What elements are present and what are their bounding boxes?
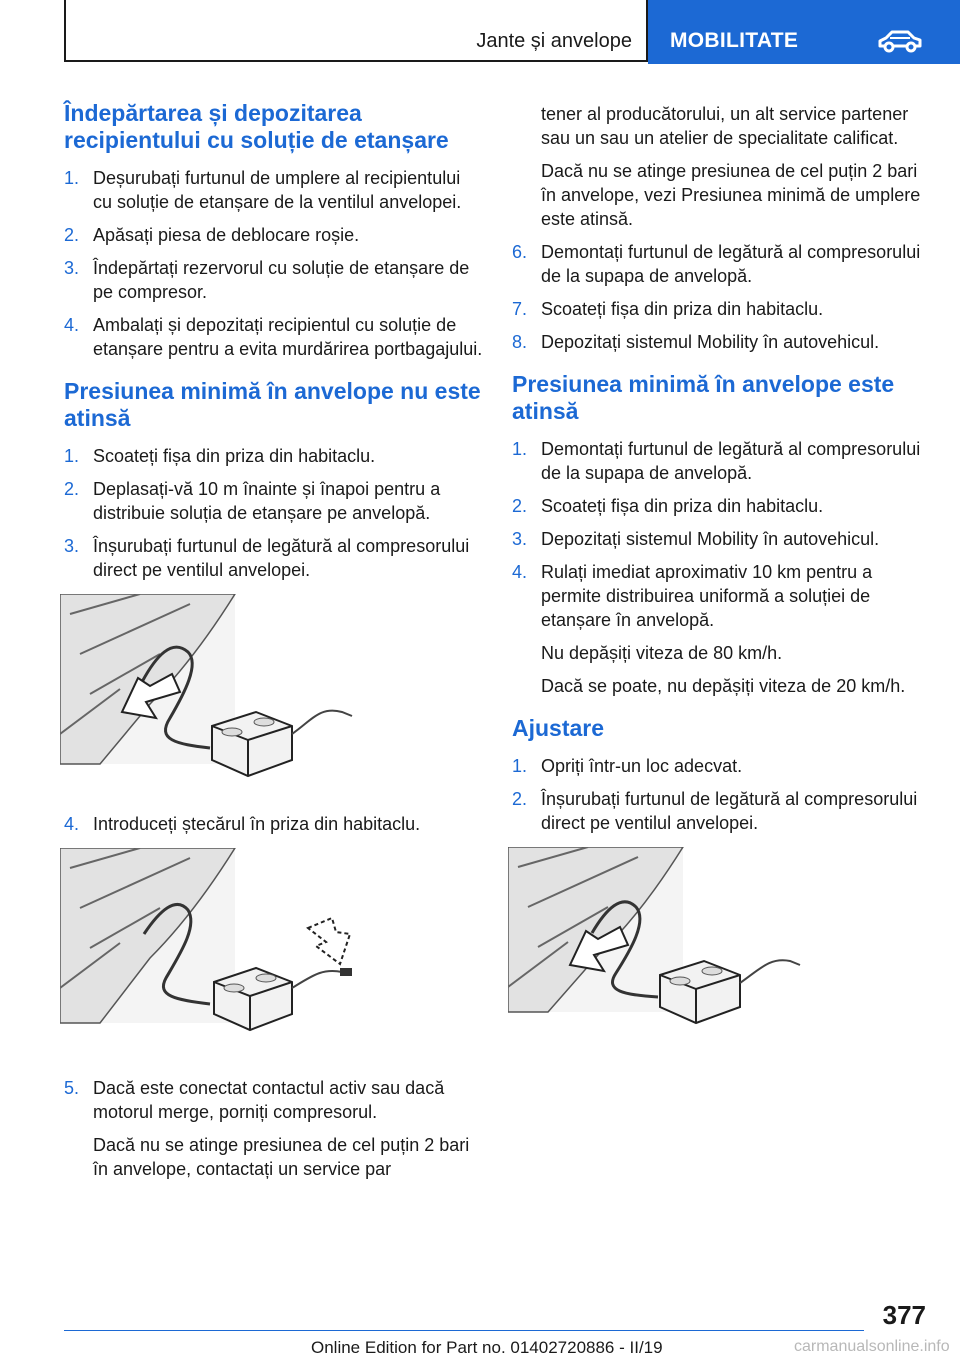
- pressure-note: Dacă nu se atinge presiunea de cel puțin 2 bari în anvelope, vezi Presiunea minimă de umplere este atinsă.: [541, 161, 921, 229]
- steps-adjustment: [512, 754, 932, 835]
- page-number: 377: [882, 1300, 926, 1330]
- heading-pressure-not-reached: Presiunea minimă în anvelope nu este atinsă: [64, 378, 481, 431]
- adjustment-compressor-illustration: [508, 847, 808, 1037]
- section-tab: [64, 0, 648, 62]
- list-item: 1. Opriți într-un loc adecvat.: [512, 756, 743, 776]
- left-column: [64, 100, 484, 1190]
- footer-divider: [64, 1330, 864, 1331]
- step4-list: [64, 812, 484, 836]
- speed-limit-note-2: Dacă se poate, nu depășiți viteza de 20 km/h.: [541, 676, 906, 696]
- section-title: Jante și anvelope: [476, 30, 632, 52]
- list-item: 4. Ambalați și depozitați recipientul cu soluție de etanșare pentru a evita murdărirea portbagajului.: [64, 315, 483, 359]
- steps-pressure-not-reached: [64, 444, 484, 582]
- list-item: 4. Introduceți ștecărul în priza din habitaclu.: [64, 814, 421, 834]
- step5-list: [64, 1076, 484, 1124]
- plug-in-socket-illustration: [60, 848, 360, 1058]
- list-item: 2. Deplasați-vă 10 m înainte și înapoi pentru a distribuie soluția de etanșare pe anvelopă.: [64, 479, 441, 523]
- steps-continued: [512, 240, 932, 354]
- list-item: 2. Apăsați piesa de deblocare roșie.: [64, 225, 360, 245]
- step5-note: Dacă nu se atinge presiunea de cel puțin 2 bari în anvelope, contactați un service par: [93, 1135, 470, 1179]
- list-item: 3. Depozitați sistemul Mobility în autovehicul.: [512, 529, 880, 549]
- list-item: 8. Depozitați sistemul Mobility în autovehicul.: [512, 332, 880, 352]
- list-item: 6. Demontați furtunul de legătură al compresorului de la supapa de anvelopă.: [512, 242, 921, 286]
- speed-limit-note: Nu depășiți viteza de 80 km/h.: [541, 643, 783, 663]
- list-item: 1. Deșurubați furtunul de umplere al recipientului cu soluție de etanșare de la ventilul anvelopei.: [64, 168, 462, 212]
- right-column: [512, 102, 932, 1055]
- list-item: 1. Demontați furtunul de legătură al compresorului de la supapa de anvelopă.: [512, 439, 921, 483]
- compressor-on-valve-illustration: [60, 594, 360, 794]
- steps-pressure-reached: [512, 437, 932, 632]
- list-item: 3. Îndepărtați rezervorul cu soluție de etanșare de pe compresor.: [64, 258, 470, 302]
- heading-adjustment: Ajustare: [512, 715, 605, 741]
- edition-text: Online Edition for Part no. 01402720886 - II/19: [311, 1338, 663, 1357]
- chapter-tab: [648, 0, 960, 64]
- list-item: 2. Înșurubați furtunul de legătură al compresorului direct pe ventilul anvelopei.: [512, 789, 918, 833]
- list-item: 3. Înșurubați furtunul de legătură al compresorului direct pe ventilul anvelopei.: [64, 536, 470, 580]
- car-icon: [876, 29, 924, 53]
- watermark: carmanualsonline.info: [794, 1338, 950, 1355]
- continued-text: tener al producătorului, un alt service partener sau un sau un atelier de specialitate calificat.: [541, 104, 909, 148]
- steps-remove-container: [64, 166, 484, 361]
- heading-pressure-reached: Presiunea minimă în anvelope este atinsă: [512, 371, 895, 424]
- list-item: 5. Dacă este conectat contactul activ sau dacă motorul merge, porniți compresorul.: [64, 1078, 445, 1122]
- chapter-title: MOBILITATE: [670, 29, 799, 52]
- list-item: 1. Scoateți fișa din priza din habitaclu.: [64, 446, 376, 466]
- list-item: 4. Rulați imediat aproximativ 10 km pentru a permite distribuirea uniformă a soluției de etanșare în anvelopă.: [512, 562, 873, 630]
- page-header: [64, 0, 960, 64]
- heading-remove-container: Îndepărtarea și depozitarea recipientului cu soluție de etanșare: [64, 100, 449, 153]
- list-item: 2. Scoateți fișa din priza din habitaclu.: [512, 496, 824, 516]
- list-item: 7. Scoateți fișa din priza din habitaclu.: [512, 299, 824, 319]
